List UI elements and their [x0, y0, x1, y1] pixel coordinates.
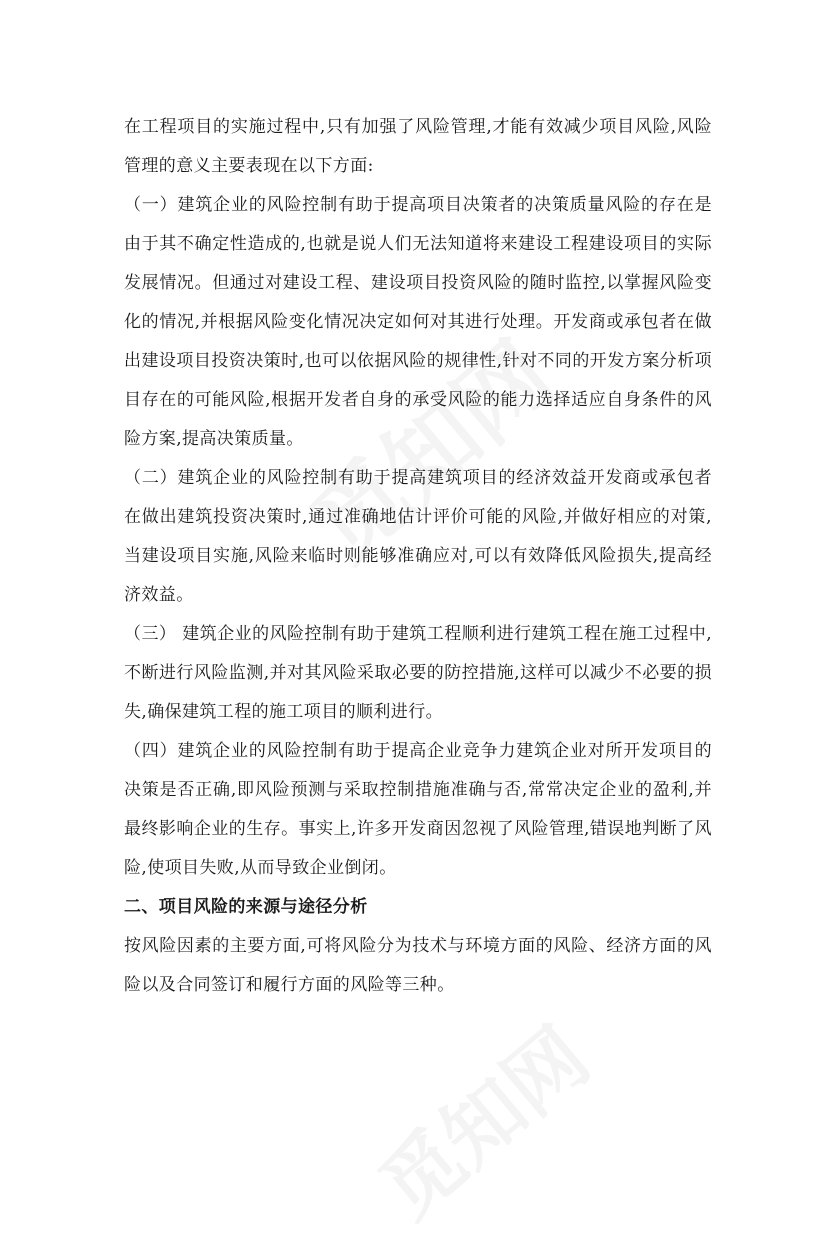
- section-heading: 二、项目风险的来源与途径分析: [124, 897, 368, 917]
- paragraph-point-3: （三） 建筑企业的风险控制有助于建筑工程顺利进行建筑工程在施工过程中,不断进行风险监测,并对其风险采取必要的防控措施,这样可以减少不必要的损失,确保建筑工程的施工项目的顺利进行。: [124, 624, 712, 722]
- document-body: [124, 108, 712, 1005]
- paragraph-point-1: （一）建筑企业的风险控制有助于提高项目决策者的决策质量风险的存在是由于其不确定性造成的,也就是说人们无法知道将来建设工程建设项目的实际发展情况。但通过对建设工程、建设项目投资风险的随时监控,以掌握风险变化的情况,并根据风险变化情况决定如何对其进行处理。开发商或承包者在做出建设项目投资决策时,也可以依据风险的规律性,针对不同的开发方案分析项目存在的可能风险,根据开发者自身的承受风险的能力选择适应自身条件的风险方案,提高决策质量。: [124, 195, 712, 449]
- paragraph-point-2: （二）建筑企业的风险控制有助于提高建筑项目的经济效益开发商或承包者在做出建筑投资决策时,通过准确地估计评价可能的风险,并做好相应的对策,当建设项目实施,风险来临时则能够准确应对,可以有效降低风险损失,提高经济效益。: [124, 468, 712, 605]
- paragraph-point-4: （四）建筑企业的风险控制有助于提高企业竞争力建筑企业对所开发项目的决策是否正确,即风险预测与采取控制措施准确与否,常常决定企业的盈利,并最终影响企业的生存。事实上,许多开发商因忽视了风险管理,错误地判断了风险,使项目失败,从而导致企业倒闭。: [124, 741, 712, 878]
- paragraph-intro: 在工程项目的实施过程中,只有加强了风险管理,才能有效减少项目风险,风险管理的意义主要表现在以下方面:: [124, 117, 712, 176]
- section-paragraph: 按风险因素的主要方面,可将风险分为技术与环境方面的风险、经济方面的风险以及合同签订和履行方面的风险等三种。: [124, 936, 712, 995]
- watermark: [351, 996, 609, 1238]
